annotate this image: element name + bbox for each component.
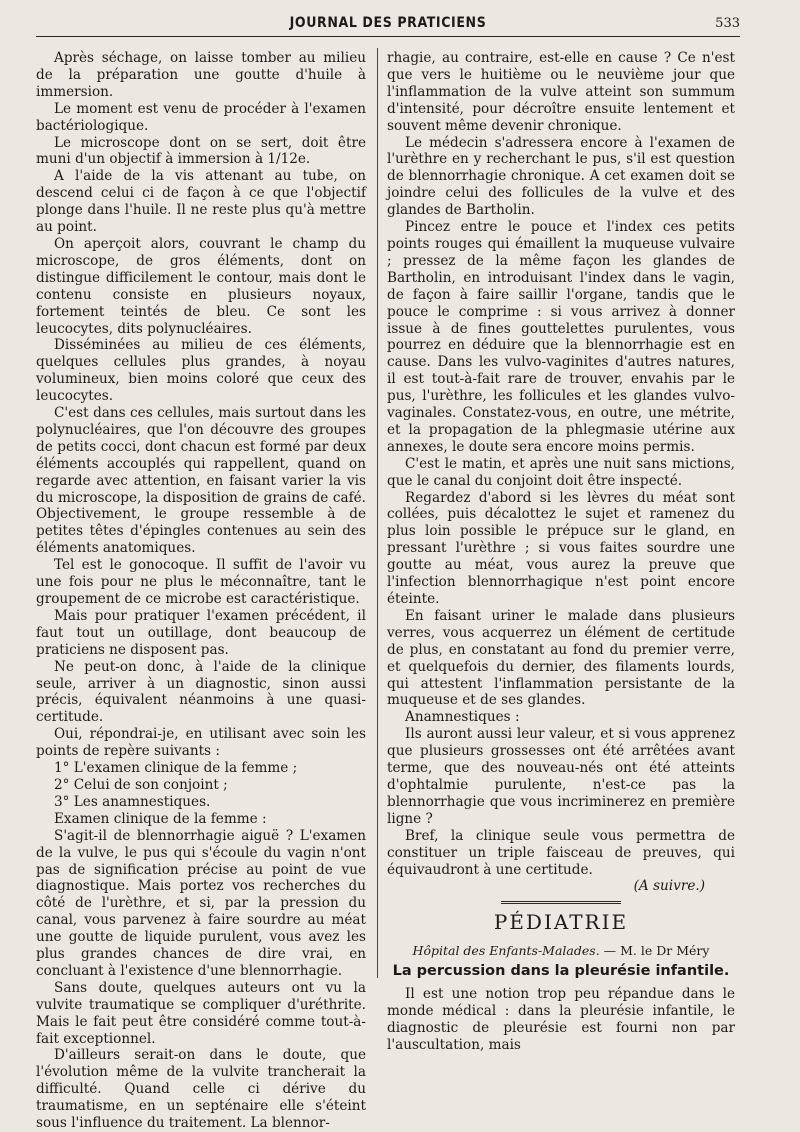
paragraph-conclusion — [387, 828, 735, 879]
subheading-anamnestiques: Anamnestiques : — [405, 709, 520, 726]
paragraph: En faisant uriner le malade dans plusieurs verres, vous acquerrez un élément de certitude de plus, en constatant au fond du premier verre, et quelquefois du dernier, des filaments lourds, qui attestent l'inflammation persistante de la muqueuse et de ses glandes. — [387, 607, 735, 709]
subheading-examen-clinique: Examen clinique de la femme : — [54, 810, 267, 827]
article-opening: Il est une notion trop peu répandue dans le monde médical : dans la pleurésie infantile, le diagnostic de pleurésie est fourni non par l'auscultation, mais — [387, 986, 735, 1053]
paragraph: S'agit-il de blennorrhagie aiguë ? L'examen de la vulve, le pus qui s'écoule du vagin n'ont pas de signification précise au point de vue diagnostique. Mais portez vos recherches du côté de l'urèthre, et si, par la pression du canal, vous parvenez à faire sourdre au méat une goutte de liquide purulent, vous avez les plus grandes chances de dire vrai, en concluant à l'existence d'une blennorrhagie. — [36, 827, 366, 979]
left-column — [36, 50, 366, 1132]
conclusion-text: Bref, la clinique seule vous permettra de constituer un triple faisceau de preuves, qui équivaudront à une certitude. — [387, 827, 735, 878]
paragraph: Ne peut-on donc, à l'aide de la clinique seule, arriver à un diagnostic, sinon aussi précis, équivalent néanmoins à une quasi-certitude. — [36, 658, 366, 726]
paragraph: Tel est le gonocoque. Il suffit de l'avoir vu une fois pour ne plus le méconnaître, tant le groupement de ce microbe est caractéristique. — [36, 557, 366, 607]
paragraph: On aperçoit alors, couvrant le champ du microscope, de gros éléments, dont on distingue difficilement le contour, mais dont le contenu consiste en plusieurs noyaux, fortement teintés de bleu. Ce sont les leucocytes, dits polynucléaires. — [36, 235, 366, 337]
byline — [387, 943, 735, 960]
paragraph: Ils auront aussi leur valeur, et si vous apprenez que plusieurs grossesses ont été arrêtées avant terme, que des nouveau-nés ont été atteints d'ophtalmie purulente, n'est-ce pas la blennorrhagie que vous incriminerez en première ligne ? — [387, 726, 735, 827]
running-header — [36, 14, 740, 37]
paragraph: Regardez d'abord si les lèvres du méat sont collées, puis décalottez le sujet et ramenez du plus loin possible le prépuce sur le gland, en pressant l'urèthre ; si vous faites sourdre une goutte au méat, vous aurez la preuve que l'infection blennorrhagique n'est point encore éteinte. — [387, 489, 735, 607]
paragraph: Sans doute, quelques auteurs ont vu la vulvite traumatique se compliquer d'uréthrite. Mais le fait peut être considéré comme tout-à-fait exceptionnel. — [36, 979, 366, 1047]
page-number: 533 — [715, 16, 740, 31]
paragraph: Pincez entre le pouce et l'index ces petits points rouges qui émaillent la muqueuse vulvaire ; pressez de la même façon les glandes de Bartholin, en introduisant l'index dans le vagin, de façon à faire saillir l'organe, tandis que le pouce le comprime : si vous arrivez à donner issue à de fines gouttelettes purulentes, vous pourrez en déduire que la blennorrhagie est en cause. Dans les vulvo-vaginites d'autres natures, il est tout-à-fait rare de trouver, envahis par le pus, l'urèthre, les follicules et les glandes vulvo-vaginales. Constatez-vous, en outre, une métrite, et la propagation de la phlegmasie utérine aux annexes, le doute sera encore moins permis. — [387, 219, 735, 455]
hospital-name: Hôpital des Enfants-Malades. — [412, 943, 600, 959]
paragraph: Oui, répondrai-je, en utilisant avec soin les points de repère suivants : — [36, 726, 366, 760]
paragraph: Disséminées au milieu de ces éléments, quelques cellules plus grandes, à noyau volumineux, bien moins coloré que ceux des leucocytes. — [36, 337, 366, 405]
paragraph: D'ailleurs serait-on dans le doute, que l'évolution même de la vulvite trancherait la difficulté. Quand celle ci dérive du traumatisme, en un septénaire elle s'éteint sous l'influence du traitement. La blennor- — [36, 1047, 366, 1132]
paragraph-continuation: rhagie, au contraire, est-elle en cause ? Ce n'est que vers le huitième ou le neuvième jour que l'inflammation de la vulve atteint son summum d'intensité, pour décroître ensuite lentement et souvent même devenir chronique. — [387, 50, 735, 134]
section-rule — [501, 901, 621, 904]
paragraph: Le moment est venu de procéder à l'examen bactériologique. — [36, 100, 366, 134]
list-item: 2° Celui de son conjoint ; — [54, 776, 228, 793]
paragraph: C'est le matin, et après une nuit sans mictions, que le canal du conjoint doit être inspecté. — [387, 455, 735, 489]
author-name: — M. le Dr Méry — [603, 943, 710, 959]
paragraph: Le médecin s'adressera encore à l'examen de l'urèthre en y recherchant le pus, s'il est question de blennorrhagie chronique. A cet examen doit se joindre celui des follicules de la vulve et des glandes de Bartholin. — [387, 134, 735, 219]
section-title: PÉDIATRIE — [493, 910, 629, 935]
paragraph: Le microscope dont on se sert, doit être muni d'un objectif à immersion à 1/12e. — [36, 134, 366, 168]
list-item: 3° Les anamnestiques. — [54, 793, 211, 810]
article-title: La percussion dans la pleurésie infantile. — [392, 963, 730, 980]
paragraph: Mais pour pratiquer l'examen précédent, il faut tout un outillage, dont beaucoup de praticiens ne disposent pas. — [36, 607, 366, 658]
to-be-continued: (A suivre.) — [633, 878, 705, 895]
paragraph: A l'aide de la vis attenant au tube, on descend celui ci de façon à ce que l'objectif plonge dans l'huile. Il ne reste plus qu'à mettre au point. — [36, 168, 366, 236]
right-column — [387, 50, 735, 1054]
list-item: 1° L'examen clinique de la femme ; — [54, 760, 298, 777]
continuation-note-line — [387, 878, 735, 895]
column-divider — [377, 48, 378, 978]
journal-title: JOURNAL DES PRATICIENS — [289, 15, 487, 31]
paragraph: C'est dans ces cellules, mais surtout dans les polynucléaires, que l'on découvre des groupes de petits cocci, dont chacun est formé par deux éléments accouplés qui rappellent, quand on regarde avec attention, en faisant varier la vis du microscope, la disposition de grains de café. Objectivement, le groupe ressemble à de petites têtes d'épingles contenues au sein des éléments anatomiques. — [36, 405, 366, 557]
paragraph: Après séchage, on laisse tomber au milieu de la préparation une goutte d'huile à immersion. — [36, 50, 366, 100]
